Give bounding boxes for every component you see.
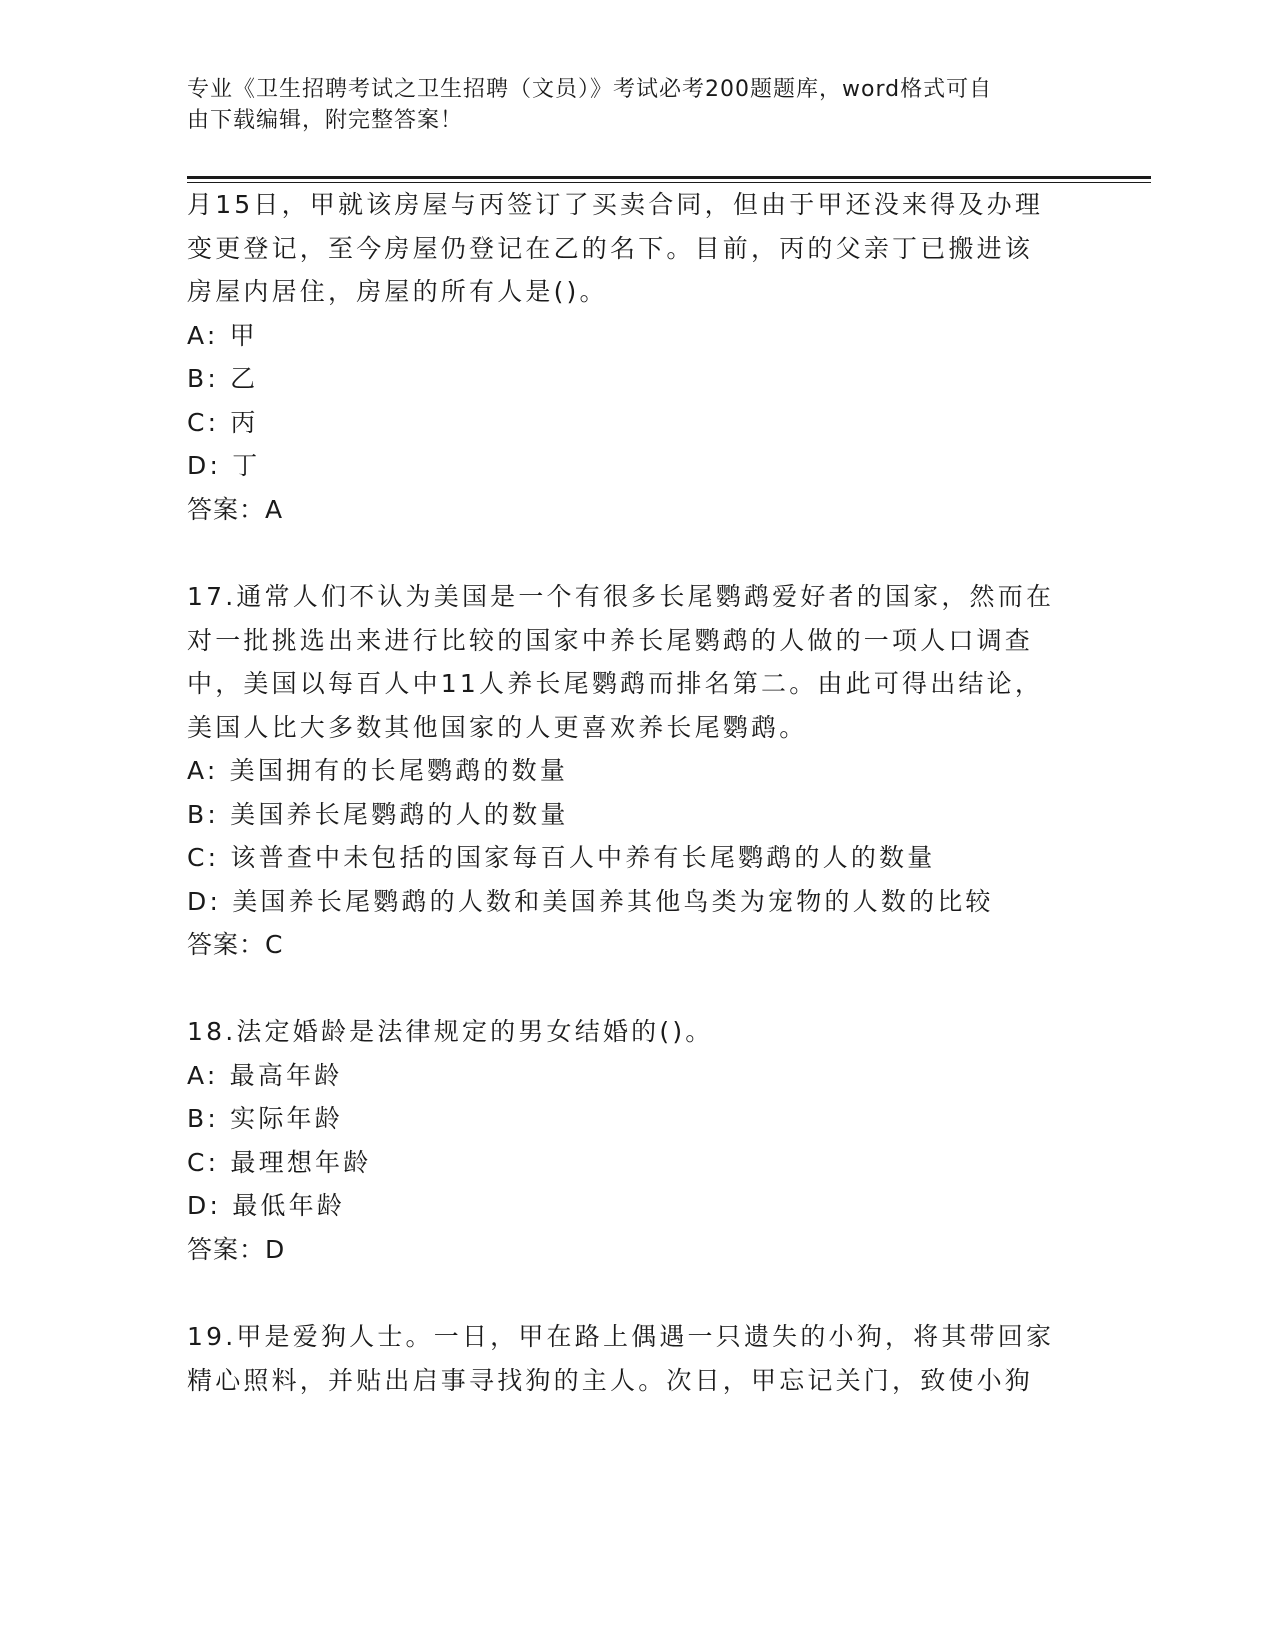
- q18-option-b: B: 实际年龄: [187, 1104, 343, 1133]
- q17-option-a: A: 美国拥有的长尾鹦鹉的数量: [187, 756, 569, 785]
- q19-stem-line-2: 精心照料，并贴出启事寻找狗的主人。次日，甲忘记关门，致使小狗: [187, 1366, 1034, 1395]
- page-header: [187, 74, 1067, 136]
- q17-option-c: C: 该普查中未包括的国家每百人中养有长尾鹦鹉的人的数量: [187, 843, 936, 872]
- q18-option-d: D: 最低年龄: [187, 1191, 346, 1220]
- q16-stem-line-3: 房屋内居住，房屋的所有人是()。: [187, 277, 608, 306]
- q16-option-b: B: 乙: [187, 364, 259, 393]
- q18-stem-line-1: 18.法定婚龄是法律规定的男女结婚的()。: [187, 1017, 714, 1046]
- q17-option-b: B: 美国养长尾鹦鹉的人的数量: [187, 800, 569, 829]
- q18-option-c: C: 最理想年龄: [187, 1148, 372, 1177]
- header-rule-thick: [187, 176, 1151, 179]
- q17-stem-line-2: 对一批挑选出来进行比较的国家中养长尾鹦鹉的人做的一项人口调查: [187, 626, 1034, 655]
- header-line-2: 由下载编辑，附完整答案！: [187, 108, 464, 133]
- header-rule-thin: [187, 182, 1151, 183]
- q17-stem-line-3: 中，美国以每百人中11人养长尾鹦鹉而排名第二。由此可得出结论，: [187, 669, 1044, 698]
- q17-stem-line-4: 美国人比大多数其他国家的人更喜欢养长尾鹦鹉。: [187, 713, 808, 742]
- header-line-1: 专业《卫生招聘考试之卫生招聘（文员）》考试必考200题题库，word格式可自: [187, 77, 993, 102]
- q19-stem-line-1: 19.甲是爱狗人士。一日，甲在路上偶遇一只遗失的小狗，将其带回家: [187, 1322, 1055, 1351]
- q16-option-c: C: 丙: [187, 408, 259, 437]
- q17-answer: 答案：C: [187, 930, 284, 959]
- q16-answer: 答案：A: [187, 495, 284, 524]
- q17-option-d: D: 美国养长尾鹦鹉的人数和美国养其他鸟类为宠物的人数的比较: [187, 887, 994, 916]
- q18-answer: 答案：D: [187, 1235, 286, 1264]
- q16-option-a: A: 甲: [187, 321, 258, 350]
- q16-option-d: D: 丁: [187, 451, 261, 480]
- q18-option-a: A: 最高年龄: [187, 1061, 343, 1090]
- q17-stem-line-1: 17.通常人们不认为美国是一个有很多长尾鹦鹉爱好者的国家，然而在: [187, 582, 1055, 611]
- q16-stem-line-2: 变更登记，至今房屋仍登记在乙的名下。目前，丙的父亲丁已搬进该: [187, 234, 1034, 263]
- q16-stem-line-1: 月15日，甲就该房屋与丙签订了买卖合同，但由于甲还没来得及办理: [187, 190, 1044, 219]
